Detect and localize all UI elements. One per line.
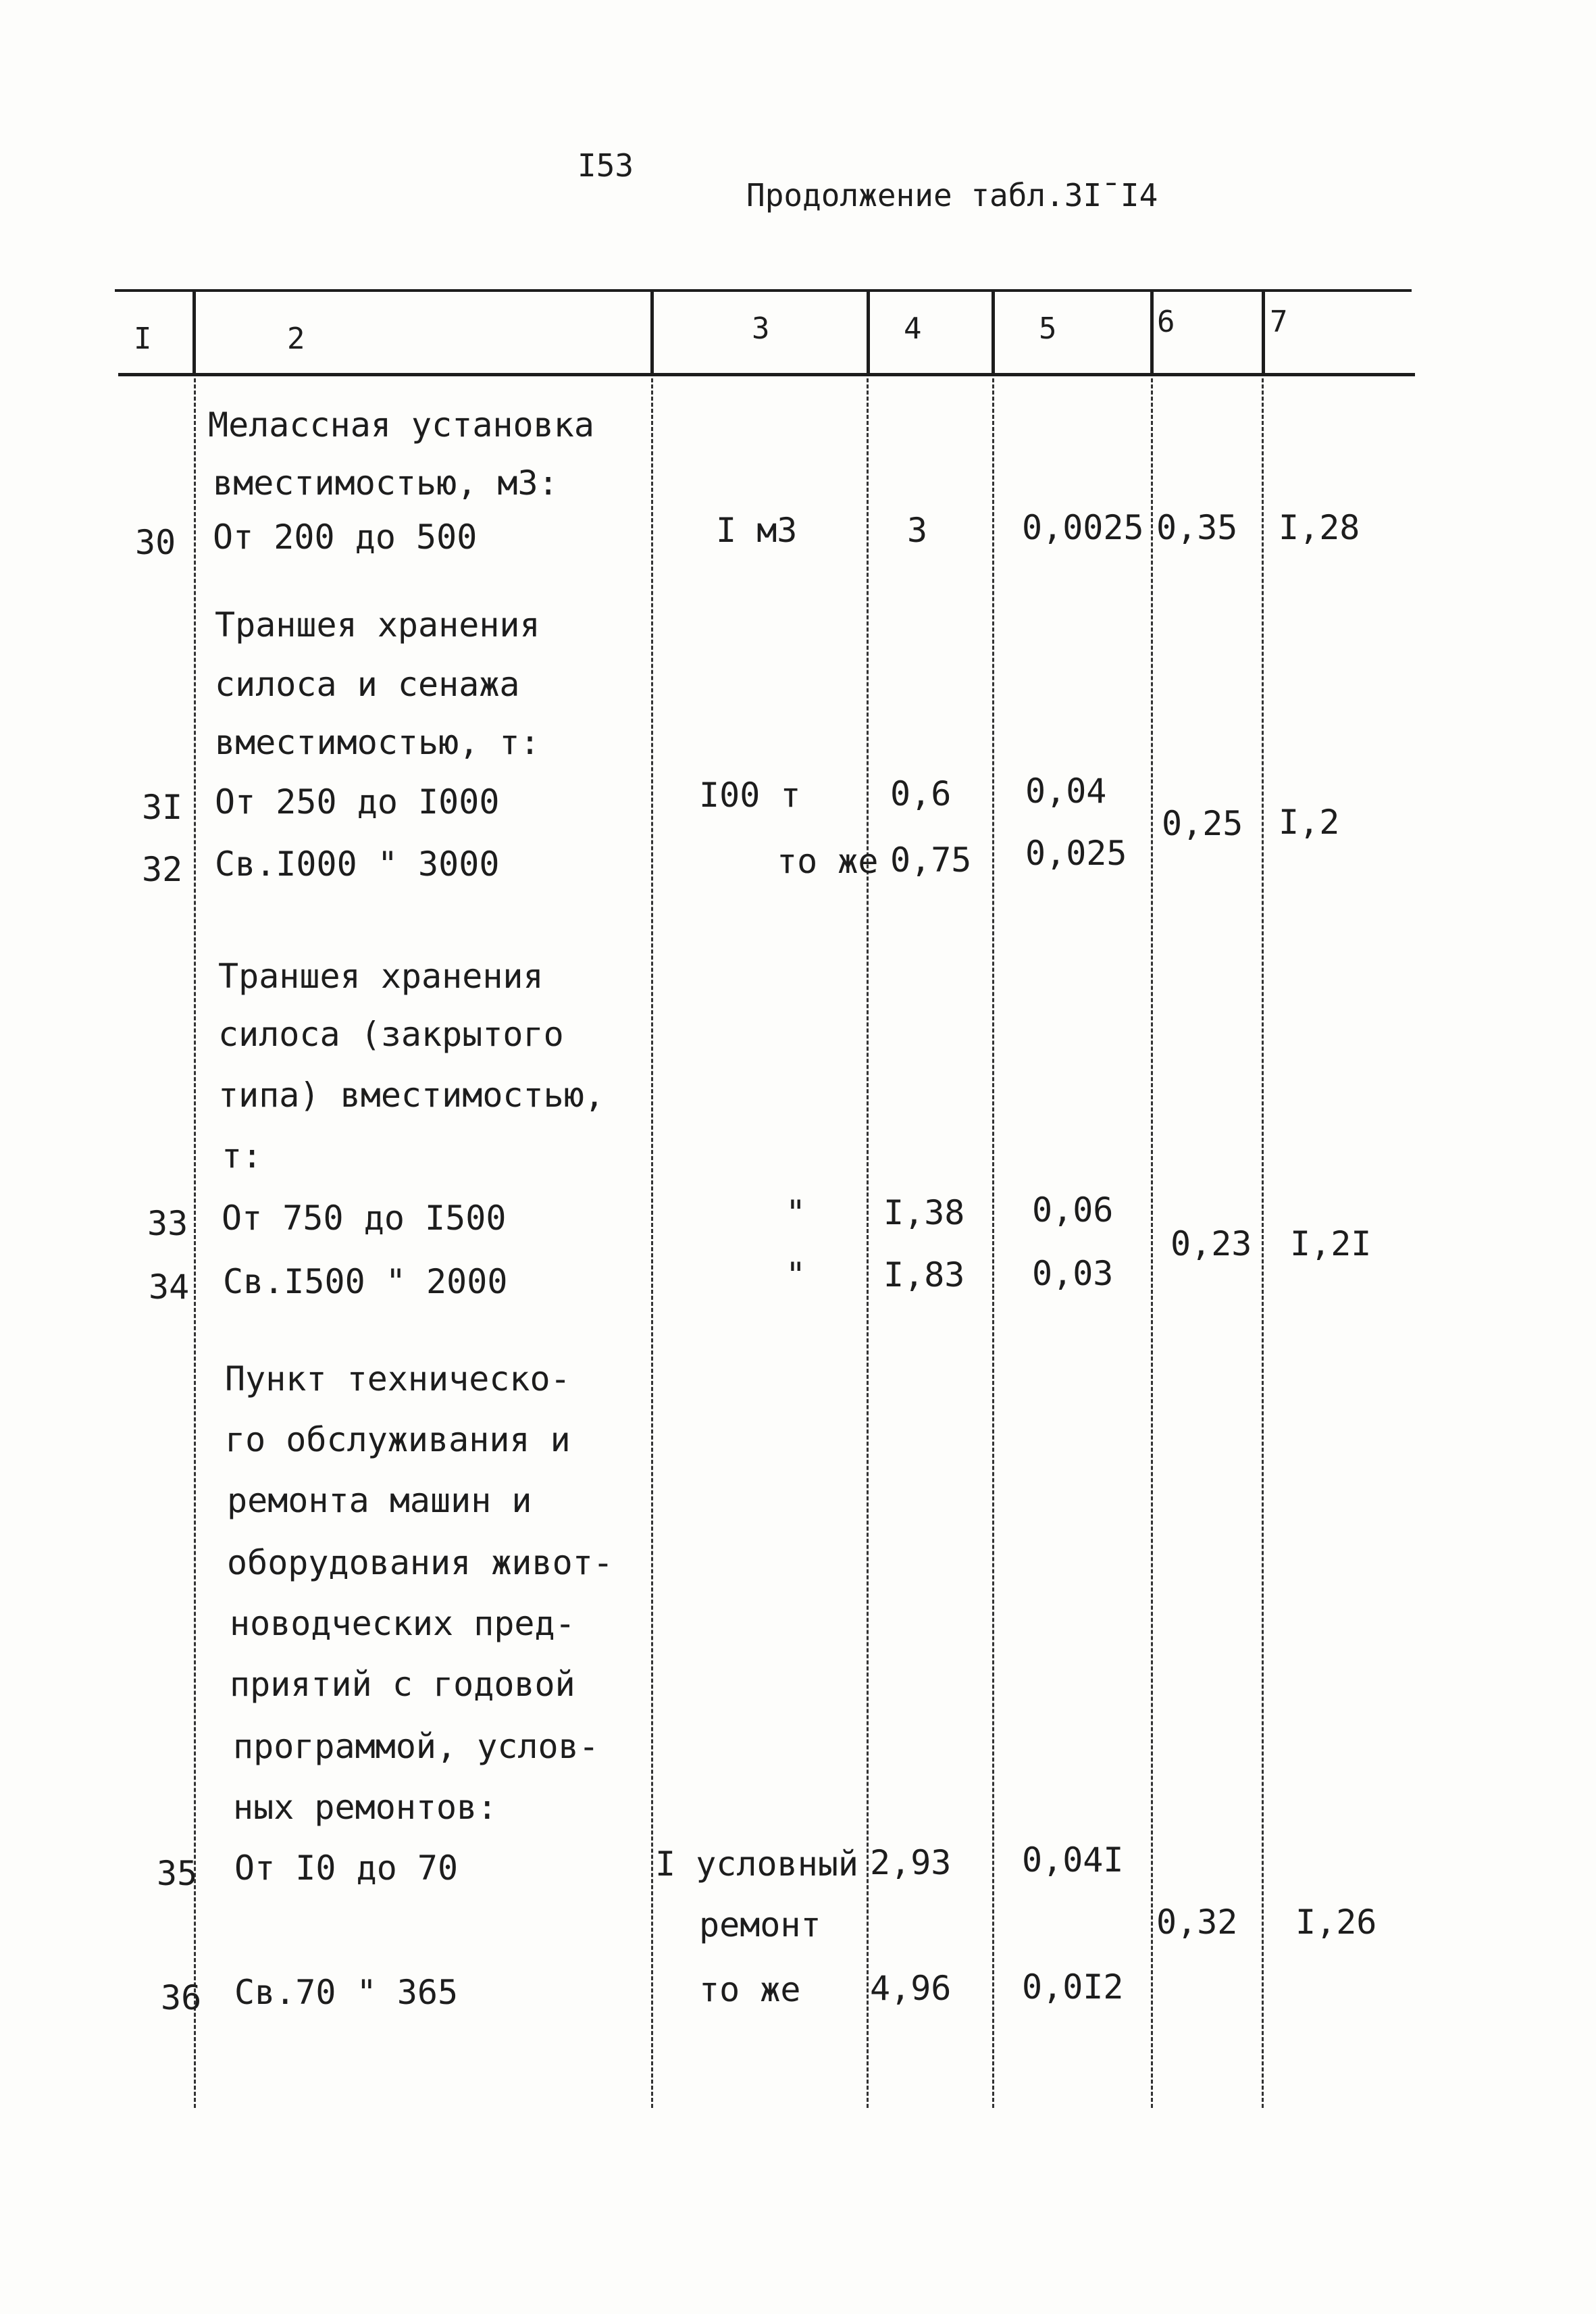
- group-heading-line: вместимостью, м3:: [213, 463, 559, 503]
- group-value-col6: 0,25: [1162, 804, 1243, 843]
- group-heading-line: типа) вместимостью,: [218, 1076, 604, 1115]
- column-divider: [867, 292, 870, 376]
- row-unit: то же: [777, 842, 879, 881]
- column-header: 5: [1039, 311, 1057, 346]
- row-number: 34: [149, 1267, 190, 1307]
- column-header: 7: [1270, 305, 1288, 339]
- group-value-col7: I,2I: [1290, 1224, 1372, 1263]
- column-header: I: [134, 322, 152, 356]
- row-name: Св.I000 " 3000: [215, 845, 500, 884]
- group-heading-line: Пункт техническо-: [225, 1359, 571, 1399]
- row-value-col5: 0,04: [1025, 772, 1107, 811]
- row-value-col4: I,38: [883, 1193, 965, 1232]
- row-name: Св.I500 " 2000: [223, 1262, 508, 1301]
- column-divider-dashed: [651, 378, 653, 2108]
- group-heading-line: т:: [222, 1136, 263, 1176]
- row-name: От 750 до I500: [222, 1199, 507, 1238]
- group-value-col7: I,2: [1279, 803, 1340, 842]
- row-unit-continuation: ремонт: [699, 1905, 821, 1944]
- row-number: 3I: [142, 788, 183, 827]
- column-divider-dashed: [194, 378, 196, 2108]
- row-unit: ": [786, 1193, 806, 1232]
- row-number: 30: [135, 523, 176, 562]
- table-top-rule: [115, 289, 1412, 292]
- column-divider: [992, 292, 995, 376]
- row-value-col5: 0,0025: [1022, 508, 1144, 547]
- column-divider-dashed: [867, 378, 869, 2108]
- group-value-col6: 0,35: [1156, 508, 1238, 547]
- row-value-col5: 0,025: [1025, 834, 1127, 873]
- column-divider-dashed: [1151, 378, 1153, 2108]
- row-unit: ": [786, 1255, 806, 1294]
- row-value-col5: 0,06: [1032, 1190, 1114, 1230]
- group-heading-line: Мелассная установка: [208, 405, 594, 445]
- group-heading-line: приятий с годовой: [230, 1665, 575, 1704]
- row-number: 35: [157, 1854, 198, 1893]
- group-heading-line: оборудования живот-: [227, 1543, 613, 1582]
- row-name: От 250 до I000: [215, 782, 500, 822]
- column-header: 6: [1157, 305, 1175, 339]
- column-divider-dashed: [992, 378, 994, 2108]
- header-bottom-rule: [118, 373, 1415, 376]
- group-heading-line: вместимостью, т:: [215, 723, 540, 762]
- group-heading-line: силоса (закрытого: [218, 1015, 564, 1054]
- column-divider-dashed: [1262, 378, 1264, 2108]
- group-heading-line: программой, услов-: [233, 1727, 599, 1766]
- column-divider: [192, 292, 196, 376]
- row-number: 32: [142, 850, 183, 889]
- row-value-col4: I,83: [883, 1255, 965, 1294]
- group-value-col7: I,26: [1295, 1903, 1377, 1942]
- row-value-col5: 0,04I: [1022, 1840, 1124, 1880]
- row-number: 36: [161, 1978, 202, 2017]
- page-number: I53: [577, 147, 634, 184]
- group-heading-line: ных ремонтов:: [233, 1788, 498, 1827]
- column-divider: [650, 292, 654, 376]
- row-unit: I00 т: [699, 776, 801, 815]
- group-value-col7: I,28: [1279, 508, 1360, 547]
- row-value-col4: 0,75: [890, 840, 972, 880]
- group-heading-line: го обслуживания и: [225, 1420, 571, 1459]
- row-name: От I0 до 70: [234, 1848, 459, 1888]
- row-name: От 200 до 500: [213, 518, 478, 557]
- column-divider: [1262, 292, 1265, 376]
- group-heading-line: силоса и сенажа: [215, 665, 520, 704]
- group-value-col6: 0,23: [1170, 1224, 1252, 1263]
- row-value-col5: 0,03: [1032, 1254, 1114, 1293]
- group-heading-line: Траншея хранения: [218, 957, 544, 996]
- column-divider: [1150, 292, 1154, 376]
- row-unit: I м3: [716, 511, 798, 550]
- group-value-col6: 0,32: [1156, 1903, 1238, 1942]
- row-unit: I условный: [655, 1844, 859, 1884]
- row-value-col4: 3: [907, 511, 928, 550]
- row-unit: то же: [699, 1970, 801, 2009]
- row-number: 33: [147, 1204, 188, 1243]
- column-header: 2: [287, 322, 305, 356]
- row-name: Св.70 " 365: [234, 1973, 459, 2012]
- row-value-col4: 0,6: [890, 774, 952, 813]
- group-heading-line: Траншея хранения: [215, 605, 540, 645]
- group-heading-line: ремонта машин и: [227, 1481, 532, 1520]
- group-heading-line: новодческих пред-: [230, 1604, 575, 1643]
- row-value-col4: 4,96: [870, 1969, 952, 2008]
- column-header: 3: [752, 311, 770, 346]
- row-value-col4: 2,93: [870, 1843, 952, 1882]
- row-value-col5: 0,0I2: [1022, 1967, 1124, 2007]
- table-continuation-label: Продолжение табл.3I¯I4: [746, 177, 1158, 213]
- column-header: 4: [904, 311, 922, 346]
